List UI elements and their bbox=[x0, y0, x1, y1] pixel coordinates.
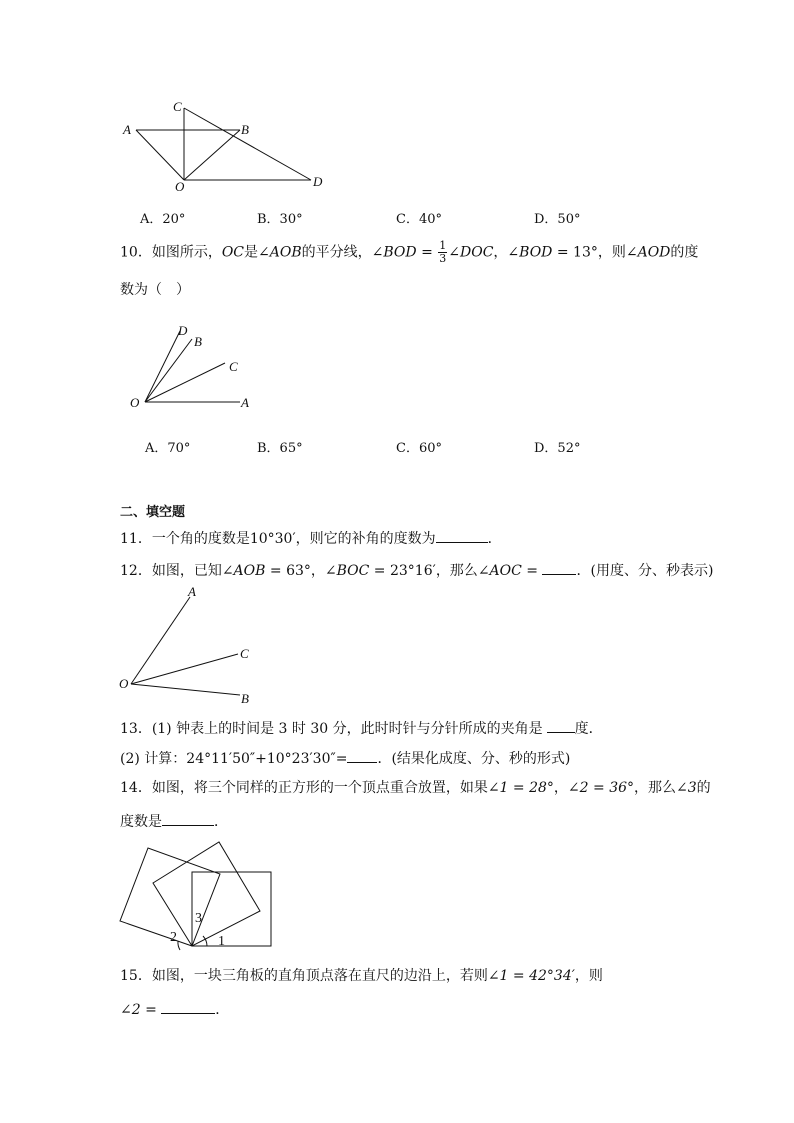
q12-question: 12．如图，已知∠AOB = 63°，∠BOC = 23°16′，那么∠AOC = ．(用度、分、秒表示) bbox=[120, 560, 713, 580]
q10-label-a: A bbox=[241, 395, 249, 410]
q14-angle-label-2: 2 bbox=[170, 930, 177, 945]
q9-label-d: D bbox=[313, 174, 323, 189]
q10-label-o: O bbox=[130, 395, 140, 410]
q12-figure bbox=[115, 582, 265, 710]
q10-label-c: C bbox=[229, 359, 238, 374]
q10-question-line2: 数为（ ） bbox=[120, 282, 190, 298]
q10-option-a[interactable]: A．70° bbox=[145, 441, 191, 456]
q9-label-b: B bbox=[241, 122, 249, 137]
q13-part1: 13．(1) 钟表上的时间是 3 时 30 分，此时时针与分针所成的夹角是 度． bbox=[120, 718, 603, 738]
q9-option-b[interactable]: B．30° bbox=[257, 212, 303, 227]
q9-label-o: O bbox=[175, 179, 185, 194]
q9-label-a: A bbox=[123, 122, 131, 137]
q9-label-c: C bbox=[173, 99, 182, 114]
q13-answer-blank-2[interactable] bbox=[347, 748, 377, 763]
q9-figure bbox=[118, 95, 333, 195]
q10-label-b: B bbox=[194, 334, 202, 349]
q11-answer-blank[interactable] bbox=[436, 528, 488, 543]
q14-answer-blank[interactable] bbox=[162, 811, 214, 826]
q12-label-c: C bbox=[240, 646, 249, 661]
q12-label-b: B bbox=[241, 691, 249, 706]
q13-answer-blank-1[interactable] bbox=[547, 718, 575, 733]
q10-figure bbox=[125, 318, 265, 418]
q12-answer-blank[interactable] bbox=[542, 560, 576, 575]
q10-option-b[interactable]: B．65° bbox=[257, 441, 303, 456]
section-heading: 二、填空题 bbox=[120, 505, 186, 520]
q10-option-c[interactable]: C．60° bbox=[396, 441, 442, 456]
q10-question: 10．如图所示，OC是∠AOB的平分线，∠BOD = $\frac{1}{3}$ ∠DOC，∠BOD = 13°，则∠AOD的度 bbox=[120, 239, 699, 265]
q9-option-a[interactable]: A．20° bbox=[140, 212, 186, 227]
q11-question: 11．一个角的度数是10°30′，则它的补角的度数为 ． bbox=[120, 528, 502, 548]
q14-angle-label-1: 1 bbox=[218, 934, 225, 949]
q12-label-o: O bbox=[119, 676, 129, 691]
q10-label-d: D bbox=[178, 323, 188, 338]
q14-question: 14．如图，将三个同样的正方形的一个顶点重合放置，如果∠1 = 28°，∠2 = 36°，那么∠3的 bbox=[120, 780, 711, 796]
q12-label-a: A bbox=[188, 584, 196, 599]
q15-answer-blank[interactable] bbox=[161, 999, 215, 1014]
q14-angle-label-3: 3 bbox=[195, 911, 202, 926]
q14-figure bbox=[112, 838, 282, 956]
q9-option-d[interactable]: D．50° bbox=[534, 212, 581, 227]
q15-question: 15．如图，一块三角板的直角顶点落在直尺的边沿上，若则∠1 = 42°34′，则 bbox=[120, 968, 603, 984]
q10-option-d[interactable]: D．52° bbox=[534, 441, 581, 456]
q14-question-line2: 度数是 ． bbox=[120, 811, 228, 831]
q13-part2: (2) 计算：24°11′50″+10°23′30″= ．(结果化成度、分、秒的形式) bbox=[120, 748, 570, 768]
q10-fraction: $\frac{1}{3}$ bbox=[439, 239, 447, 265]
q15-question-line2: ∠2 = ． bbox=[120, 999, 229, 1019]
q9-option-c[interactable]: C．40° bbox=[396, 212, 442, 227]
